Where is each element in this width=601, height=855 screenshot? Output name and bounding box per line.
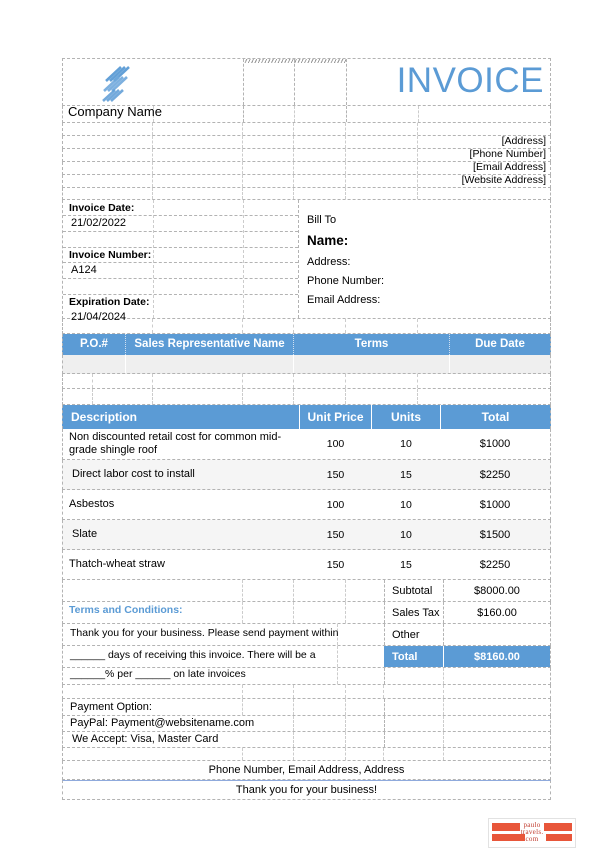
expiration-date-value[interactable]: 21/04/2024 xyxy=(71,311,127,323)
watermark-line-2: travels. xyxy=(520,828,544,836)
item-total[interactable]: $1000 xyxy=(479,438,511,450)
due-date-header: Due Date xyxy=(475,338,525,350)
company-logo-icon xyxy=(99,64,133,104)
terms-title-and-salestax-row xyxy=(62,602,551,624)
invoice-date-value[interactable]: 21/02/2022 xyxy=(71,217,127,229)
company-phone: [Phone Number] xyxy=(469,148,546,160)
item-total[interactable]: $2250 xyxy=(479,468,511,481)
payment-option-label: Payment Option: xyxy=(70,701,152,713)
terms-line-2: ______ days of receiving this invoice. There will be a xyxy=(70,649,316,661)
watermark-line-1: paulo xyxy=(523,821,541,829)
table-row[interactable] xyxy=(62,429,551,460)
invoice-number-value[interactable]: A124 xyxy=(71,264,97,276)
item-description[interactable]: Slate xyxy=(72,527,98,540)
terms-line-3: ______% per ______ on late invoices xyxy=(70,668,246,680)
item-unit-price[interactable]: 150 xyxy=(326,528,345,541)
pre-items-spacer-row-1 xyxy=(62,374,551,389)
sales-rep-value[interactable] xyxy=(126,355,294,373)
table-row[interactable] xyxy=(62,460,551,490)
payment-option-row xyxy=(62,699,551,716)
accepted-cards-row xyxy=(62,732,551,748)
description-header: Description xyxy=(63,405,300,429)
items-table-header xyxy=(62,405,551,429)
subtotal-row xyxy=(62,580,551,602)
pre-items-spacer-row-2 xyxy=(62,389,551,405)
company-name: Company Name xyxy=(68,104,162,119)
item-unit-price[interactable]: 150 xyxy=(326,468,345,481)
item-description[interactable]: Thatch-wheat straw xyxy=(69,557,165,570)
grand-total-value: $8160.00 xyxy=(444,646,550,667)
bill-to-address-label[interactable]: Address: xyxy=(307,256,351,268)
unit-price-header: Unit Price xyxy=(300,405,372,429)
item-unit-price[interactable]: 100 xyxy=(326,498,345,511)
watermark-line-3: com xyxy=(525,835,539,843)
company-name-row xyxy=(62,106,551,123)
po-terms-value-row[interactable] xyxy=(62,355,551,374)
po-number-header: P.O.# xyxy=(63,334,126,355)
total-header: Total xyxy=(481,410,510,424)
terms-line3-row xyxy=(62,668,551,685)
item-units[interactable]: 10 xyxy=(400,498,412,511)
item-units[interactable]: 15 xyxy=(400,468,412,481)
accepted-cards: We Accept: Visa, Master Card xyxy=(72,733,219,745)
other-value[interactable] xyxy=(444,624,550,645)
po-number-value[interactable] xyxy=(63,355,126,373)
pre-payment-spacer-row xyxy=(62,685,551,699)
paypal-address[interactable]: PayPal: Payment@websitename.com xyxy=(70,717,255,729)
header-spacer-row xyxy=(62,123,551,136)
sales-rep-header: Sales Representative Name xyxy=(126,334,294,355)
item-total[interactable]: $1500 xyxy=(479,528,511,541)
table-row[interactable] xyxy=(62,520,551,550)
pre-footer-spacer-row xyxy=(62,748,551,761)
other-label: Other xyxy=(384,624,444,645)
terms-value[interactable] xyxy=(294,355,450,373)
table-row[interactable] xyxy=(62,490,551,520)
footer-contact-line: Phone Number, Email Address, Address xyxy=(62,761,551,780)
invoice-meta-block xyxy=(63,200,299,323)
invoice-header-band xyxy=(62,58,551,106)
bill-to-block xyxy=(299,200,550,318)
sales-tax-label: Sales Tax xyxy=(384,602,444,623)
item-description[interactable]: Non discounted retail cost for common mid-grade shingle roof xyxy=(69,430,282,456)
invoice-sheet xyxy=(62,58,551,796)
watermark-badge xyxy=(488,818,576,848)
company-email: [Email Address] xyxy=(473,161,546,173)
item-unit-price[interactable]: 100 xyxy=(326,438,345,450)
sales-tax-value: $160.00 xyxy=(477,606,517,619)
invoice-number-label: Invoice Number: xyxy=(69,249,152,261)
post-info-spacer-row xyxy=(62,319,551,334)
bill-to-heading: Bill To xyxy=(307,214,337,226)
paypal-row xyxy=(62,716,551,732)
expiration-date-label: Expiration Date: xyxy=(69,296,150,308)
po-terms-header-row xyxy=(62,334,551,355)
bill-to-name-label[interactable]: Name: xyxy=(307,233,349,248)
page-title: INVOICE xyxy=(396,61,544,100)
item-description[interactable]: Asbestos xyxy=(69,497,115,510)
subtotal-value: $8000.00 xyxy=(474,584,520,597)
item-total[interactable]: $1000 xyxy=(479,498,511,511)
footer-thanks-line: Thank you for your business! xyxy=(62,780,551,800)
due-date-value[interactable] xyxy=(450,355,550,373)
subtotal-label: Subtotal xyxy=(384,580,444,601)
company-address: [Address] xyxy=(501,135,546,147)
terms-header: Terms xyxy=(294,334,450,355)
company-website: [Website Address] xyxy=(461,174,546,186)
item-units[interactable]: 15 xyxy=(400,558,412,571)
terms-line-1: Thank you for your business. Please send payment within xyxy=(70,627,339,639)
table-row[interactable] xyxy=(62,550,551,580)
item-unit-price[interactable]: 150 xyxy=(326,558,345,571)
terms-line1-and-other-row xyxy=(62,624,551,646)
item-total[interactable]: $2250 xyxy=(479,558,511,571)
bill-to-phone-label[interactable]: Phone Number: xyxy=(307,275,385,287)
invoice-date-label: Invoice Date: xyxy=(69,202,135,214)
invoice-info-and-billto xyxy=(62,200,551,323)
units-header: Units xyxy=(372,405,441,429)
item-description[interactable]: Direct labor cost to install xyxy=(72,467,195,480)
grand-total-label: Total xyxy=(384,646,444,667)
item-units[interactable]: 10 xyxy=(400,528,412,541)
terms-and-conditions-title: Terms and Conditions: xyxy=(69,604,183,616)
bill-to-email-label[interactable]: Email Address: xyxy=(307,294,381,306)
company-website-row xyxy=(62,175,551,188)
terms-line2-and-total-row xyxy=(62,646,551,668)
pre-info-spacer-row xyxy=(62,188,551,200)
item-units[interactable]: 10 xyxy=(400,438,412,450)
